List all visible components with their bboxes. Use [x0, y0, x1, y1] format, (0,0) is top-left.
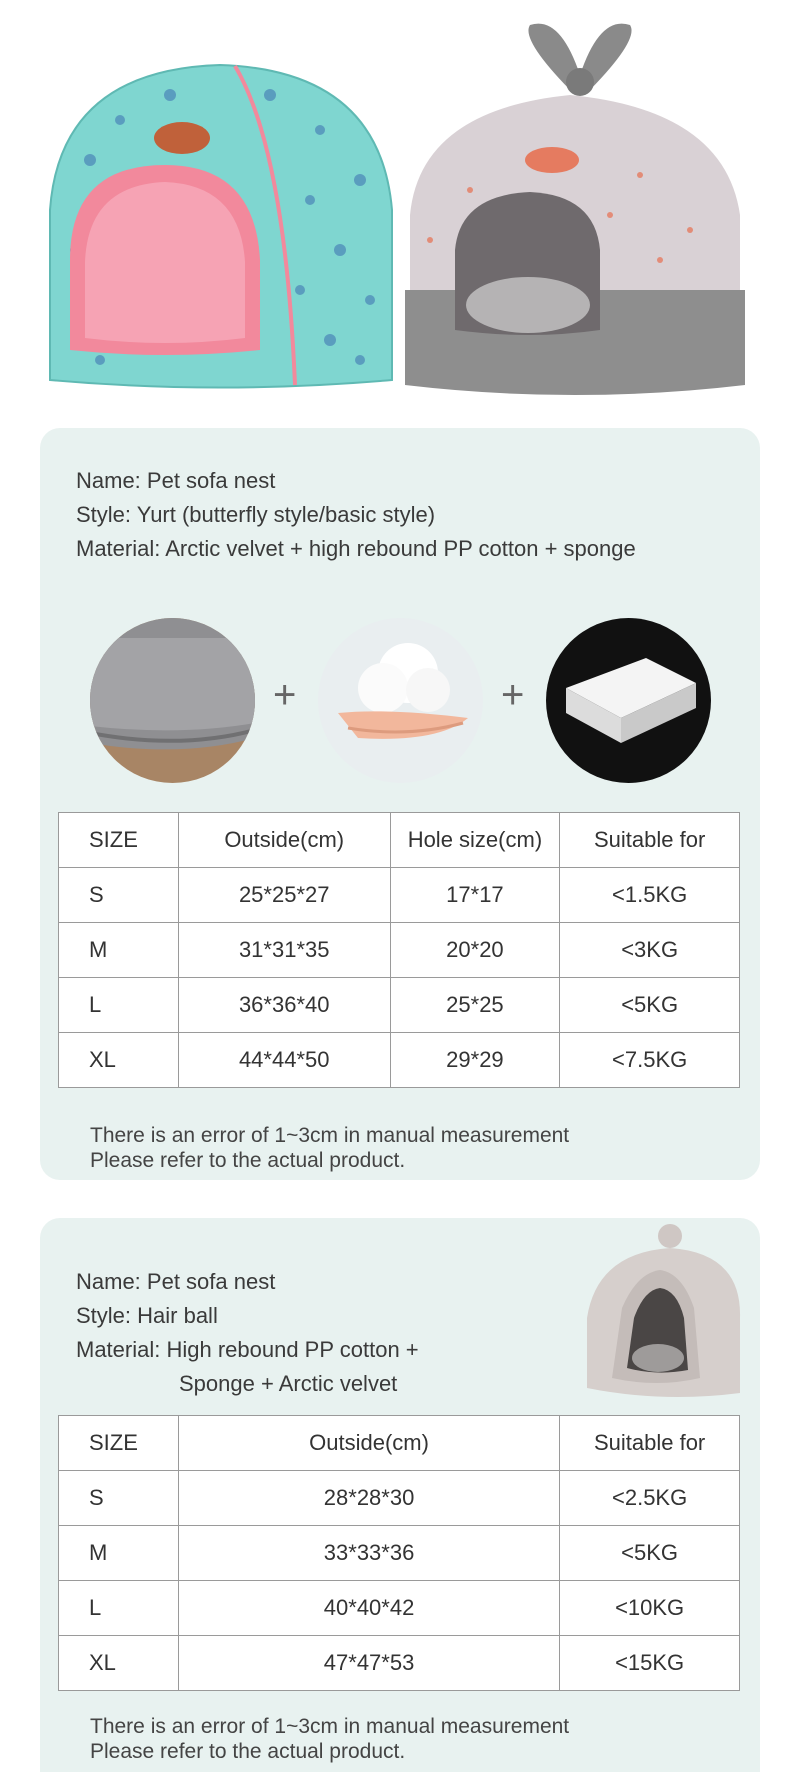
- sponge-image: [546, 618, 711, 783]
- header-outside: Outside(cm): [178, 813, 390, 868]
- size-cell: XL: [59, 1033, 179, 1088]
- hole-size-cell: 20*20: [390, 923, 560, 978]
- weight-cell: <3KG: [560, 923, 740, 978]
- table-header-row: [59, 813, 740, 868]
- outside-cell: 47*47*53: [178, 1636, 559, 1691]
- pp-cotton-image: [318, 618, 483, 783]
- grey-butterfly-bed-image: [405, 24, 745, 395]
- measurement-note: [90, 1714, 569, 1764]
- table-row: [59, 1526, 740, 1581]
- note-line: There is an error of 1~3cm in manual measurement: [90, 1715, 570, 1738]
- size-cell: S: [59, 1471, 179, 1526]
- note-line: There is an error of 1~3cm in manual measurement: [90, 1124, 570, 1147]
- product-photos: [0, 0, 800, 420]
- size-cell: S: [59, 868, 179, 923]
- weight-cell: <5KG: [560, 1526, 740, 1581]
- arctic-velvet-image: [90, 618, 255, 783]
- header-outside: Outside(cm): [178, 1416, 559, 1471]
- product-material: Material: Arctic velvet + high rebound PP cotton + sponge: [76, 536, 636, 561]
- product-style: Style: Hair ball: [76, 1303, 218, 1328]
- table-row: [59, 1636, 740, 1691]
- outside-cell: 36*36*40: [178, 978, 390, 1033]
- teal-yurt-bed-image: [50, 65, 392, 388]
- size-cell: M: [59, 1526, 179, 1581]
- table-row: [59, 923, 740, 978]
- product-info-yurt: [76, 464, 636, 566]
- weight-cell: <7.5KG: [560, 1033, 740, 1088]
- outside-cell: 31*31*35: [178, 923, 390, 978]
- weight-cell: <10KG: [560, 1581, 740, 1636]
- size-table-yurt: [58, 812, 740, 1088]
- product-name: Name: Pet sofa nest: [76, 1269, 276, 1294]
- outside-cell: 25*25*27: [178, 868, 390, 923]
- size-cell: L: [59, 1581, 179, 1636]
- hair-ball-bed-image: [582, 1218, 742, 1408]
- table-header-row: [59, 1416, 740, 1471]
- outside-cell: 40*40*42: [178, 1581, 559, 1636]
- note-line: Please refer to the actual product.: [90, 1149, 406, 1172]
- table-row: [59, 978, 740, 1033]
- header-size: SIZE: [59, 1416, 179, 1471]
- table-row: [59, 868, 740, 923]
- note-line: Please refer to the actual product.: [90, 1740, 406, 1763]
- size-cell: L: [59, 978, 179, 1033]
- plus-sign: +: [273, 673, 297, 717]
- header-suitable-for: Suitable for: [560, 813, 740, 868]
- material-illustrations: [90, 618, 710, 788]
- outside-cell: 33*33*36: [178, 1526, 559, 1581]
- table-row: [59, 1581, 740, 1636]
- header-suitable-for: Suitable for: [560, 1416, 740, 1471]
- product-material: Material: High rebound PP cotton +: [76, 1337, 419, 1362]
- size-cell: XL: [59, 1636, 179, 1691]
- hole-size-cell: 29*29: [390, 1033, 560, 1088]
- header-size: SIZE: [59, 813, 179, 868]
- product-style: Style: Yurt (butterfly style/basic style): [76, 502, 436, 527]
- outside-cell: 28*28*30: [178, 1471, 559, 1526]
- weight-cell: <1.5KG: [560, 868, 740, 923]
- hole-size-cell: 17*17: [390, 868, 560, 923]
- product-card-hair-ball: [40, 1218, 760, 1772]
- weight-cell: <2.5KG: [560, 1471, 740, 1526]
- hole-size-cell: 25*25: [390, 978, 560, 1033]
- measurement-note: [90, 1123, 569, 1173]
- size-table-hair-ball: [58, 1415, 740, 1691]
- size-cell: M: [59, 923, 179, 978]
- product-card-yurt: [40, 428, 760, 1180]
- product-material-continued: Sponge + Arctic velvet: [179, 1371, 398, 1396]
- header-hole-size: Hole size(cm): [390, 813, 560, 868]
- outside-cell: 44*44*50: [178, 1033, 390, 1088]
- table-row: [59, 1033, 740, 1088]
- weight-cell: <5KG: [560, 978, 740, 1033]
- product-info-hair-ball: [76, 1265, 419, 1401]
- plus-sign: +: [501, 673, 525, 717]
- table-row: [59, 1471, 740, 1526]
- weight-cell: <15KG: [560, 1636, 740, 1691]
- product-name: Name: Pet sofa nest: [76, 468, 276, 493]
